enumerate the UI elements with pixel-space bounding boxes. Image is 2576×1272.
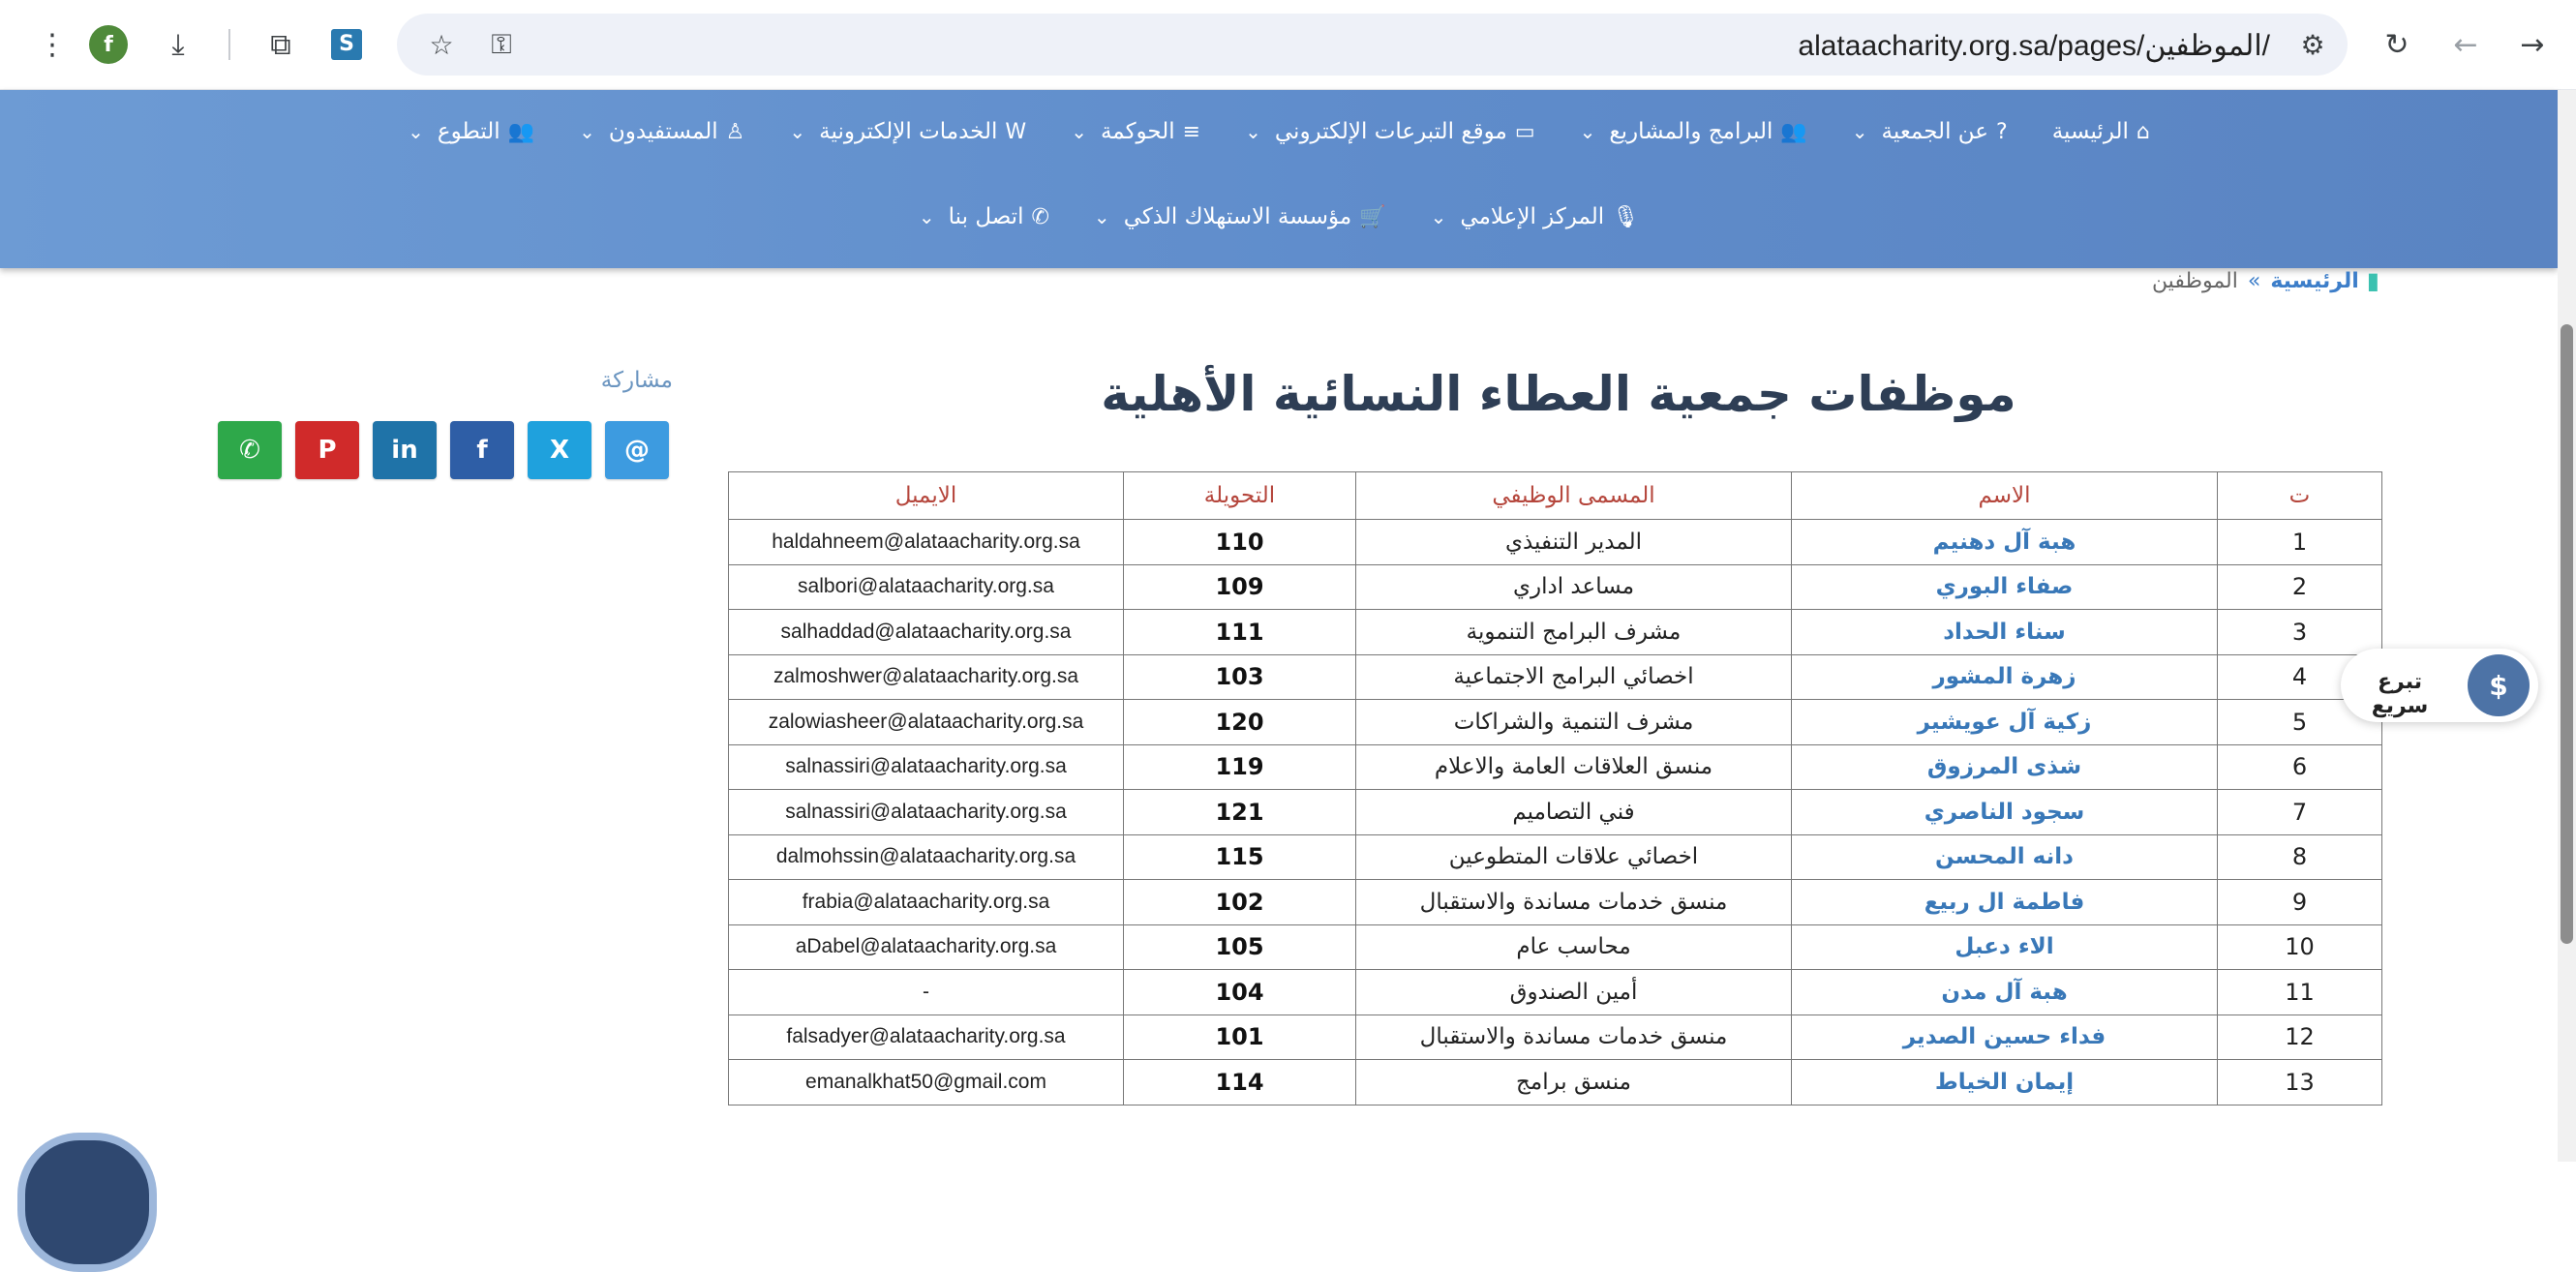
employee-number: 2 bbox=[2218, 564, 2382, 610]
extension-s-icon[interactable]: S bbox=[323, 21, 370, 68]
employees-table bbox=[728, 471, 2382, 1105]
profile-avatar[interactable]: f bbox=[89, 25, 128, 64]
employee-job-title: محاسب عام bbox=[1356, 924, 1792, 970]
employee-name[interactable]: إيمان الخياط bbox=[1792, 1060, 2218, 1105]
column-header-email: الايميل bbox=[729, 472, 1124, 520]
linkedin-icon: in bbox=[391, 436, 418, 465]
employee-job-title: اخصائي البرامج الاجتماعية bbox=[1356, 654, 1792, 700]
forward-icon[interactable]: → bbox=[2520, 27, 2545, 62]
employee-extension: 114 bbox=[1124, 1060, 1356, 1105]
employee-job-title: مشرف البرامج التنموية bbox=[1356, 610, 1792, 655]
employee-email: haldahneem@alataacharity.org.sa bbox=[729, 520, 1124, 565]
employee-name[interactable]: زهرة المشور bbox=[1792, 654, 2218, 700]
credit-card-icon: ▭ bbox=[1514, 119, 1535, 144]
phone-icon: ✆ bbox=[1031, 204, 1049, 229]
question-icon: ? bbox=[1996, 119, 2008, 144]
email-share-button[interactable] bbox=[605, 421, 669, 479]
quick-donate-label: تبرع سريع bbox=[2371, 670, 2429, 718]
employee-number: 6 bbox=[2218, 744, 2382, 790]
chevron-down-icon[interactable]: ⌄ bbox=[1851, 120, 1868, 143]
facebook-share-button[interactable] bbox=[450, 421, 514, 479]
nav-item-label: الحوكمة bbox=[1100, 119, 1175, 144]
employee-number: 11 bbox=[2218, 970, 2382, 1015]
employee-email: salbori@alataacharity.org.sa bbox=[729, 564, 1124, 610]
download-icon[interactable]: ⤓ bbox=[171, 27, 185, 62]
chevron-down-icon[interactable]: ⌄ bbox=[1430, 205, 1447, 228]
nav-item-label: الخدمات الإلكترونية bbox=[819, 119, 998, 144]
employee-job-title: أمين الصندوق bbox=[1356, 970, 1792, 1015]
nav-item-label: المستفيدون bbox=[608, 119, 718, 144]
share-buttons bbox=[218, 421, 682, 479]
employee-number: 8 bbox=[2218, 834, 2382, 880]
extensions-icon[interactable]: ⧉ bbox=[270, 27, 291, 62]
employee-extension: 110 bbox=[1124, 520, 1356, 565]
linkedin-share-button[interactable] bbox=[373, 421, 437, 479]
column-header-name: الاسم bbox=[1792, 472, 2218, 520]
reload-icon[interactable]: ↻ bbox=[2384, 27, 2409, 62]
nav-item-label: مؤسسة الاستهلاك الذكي bbox=[1123, 204, 1352, 229]
chevron-down-icon[interactable]: ⌄ bbox=[789, 120, 806, 143]
employee-email: dalmohssin@alataacharity.org.sa bbox=[729, 834, 1124, 880]
employee-extension: 101 bbox=[1124, 1015, 1356, 1060]
employee-number: 1 bbox=[2218, 520, 2382, 565]
user-icon: ♙ bbox=[725, 119, 745, 144]
column-header-number: ت bbox=[2218, 472, 2382, 520]
nav-item-row1-7[interactable] bbox=[408, 119, 534, 144]
main-navigation bbox=[0, 90, 2558, 268]
employee-email: emanalkhat50@gmail.com bbox=[729, 1060, 1124, 1105]
chevron-down-icon[interactable]: ⌄ bbox=[1093, 205, 1110, 228]
cart-icon: 🛒 bbox=[1359, 204, 1386, 229]
nav-item-row2-0[interactable] bbox=[1431, 204, 1639, 229]
quick-donate-button[interactable] bbox=[2341, 649, 2538, 722]
employee-email: salnassiri@alataacharity.org.sa bbox=[729, 790, 1124, 835]
employee-name[interactable]: الاء دعبل bbox=[1792, 924, 2218, 970]
site-settings-icon[interactable]: ⚙ bbox=[2300, 28, 2325, 61]
nav-item-label: التطوع bbox=[437, 119, 500, 144]
x-share-button[interactable] bbox=[528, 421, 591, 479]
nav-item-label: موقع التبرعات الإلكتروني bbox=[1274, 119, 1507, 144]
nav-item-label: عن الجمعية bbox=[1881, 119, 1988, 144]
employee-email: - bbox=[729, 970, 1124, 1015]
employee-extension: 115 bbox=[1124, 834, 1356, 880]
employee-extension: 120 bbox=[1124, 700, 1356, 745]
table-row bbox=[729, 654, 2382, 700]
nav-item-row1-0[interactable] bbox=[2052, 119, 2150, 144]
employee-email: aDabel@alataacharity.org.sa bbox=[729, 924, 1124, 970]
table-row bbox=[729, 1060, 2382, 1105]
table-row bbox=[729, 520, 2382, 565]
page-title: موظفات جمعية العطاء النسائية الأهلية bbox=[1101, 366, 2016, 422]
employee-number: 9 bbox=[2218, 880, 2382, 925]
users-icon: 👥 bbox=[507, 119, 535, 144]
address-bar[interactable] bbox=[397, 14, 2348, 76]
back-icon[interactable]: ← bbox=[2453, 27, 2478, 62]
employee-name[interactable]: زكية آل عويشير bbox=[1792, 700, 2218, 745]
employee-number: 13 bbox=[2218, 1060, 2382, 1105]
employee-email: salhaddad@alataacharity.org.sa bbox=[729, 610, 1124, 655]
nav-row-secondary bbox=[0, 204, 2558, 229]
table-row bbox=[729, 700, 2382, 745]
employee-extension: 102 bbox=[1124, 880, 1356, 925]
whatsapp-icon: ✆ bbox=[239, 436, 260, 465]
table-header-row bbox=[729, 472, 2382, 520]
employee-job-title: منسق خدمات مساندة والاستقبال bbox=[1356, 1015, 1792, 1060]
employee-email: zalowiasheer@alataacharity.org.sa bbox=[729, 700, 1124, 745]
table-row bbox=[729, 834, 2382, 880]
pinterest-icon: P bbox=[318, 436, 337, 465]
breadcrumb-home-link[interactable]: الرئيسية bbox=[2270, 268, 2359, 293]
employee-extension: 103 bbox=[1124, 654, 1356, 700]
nav-item-row1-2[interactable] bbox=[1580, 119, 1807, 144]
x-icon: X bbox=[549, 436, 570, 465]
list-icon: ≡ bbox=[1182, 119, 1201, 144]
chevron-down-icon[interactable]: ⌄ bbox=[1245, 120, 1261, 143]
employee-number: 4 bbox=[2218, 654, 2382, 700]
employee-job-title: مشرف التنمية والشراكات bbox=[1356, 700, 1792, 745]
employee-job-title: منسق العلاقات العامة والاعلام bbox=[1356, 744, 1792, 790]
nav-item-label: اتصل بنا bbox=[948, 204, 1024, 229]
employee-job-title: المدير التنفيذي bbox=[1356, 520, 1792, 565]
password-key-icon[interactable]: ⚿ bbox=[491, 28, 512, 60]
chevron-down-icon[interactable]: ⌄ bbox=[918, 205, 935, 228]
employee-job-title: منسق برامج bbox=[1356, 1060, 1792, 1105]
employee-number: 5 bbox=[2218, 700, 2382, 745]
employee-name[interactable]: فاطمة ال ربيع bbox=[1792, 880, 2218, 925]
table-row bbox=[729, 610, 2382, 655]
bookmark-star-icon[interactable]: ☆ bbox=[429, 28, 454, 61]
employee-name[interactable]: سجود الناصري bbox=[1792, 790, 2218, 835]
nav-item-row1-5[interactable] bbox=[789, 119, 1026, 144]
employee-name[interactable]: دانه المحسن bbox=[1792, 834, 2218, 880]
employee-name[interactable]: فداء حسين الصدير bbox=[1792, 1015, 2218, 1060]
email-icon: @ bbox=[624, 436, 650, 465]
employee-name[interactable]: هبة آل دهنيم bbox=[1792, 520, 2218, 565]
table-row bbox=[729, 880, 2382, 925]
nav-row-primary bbox=[0, 119, 2558, 144]
employee-job-title: منسق خدمات مساندة والاستقبال bbox=[1356, 880, 1792, 925]
nav-item-label: البرامج والمشاريع bbox=[1609, 119, 1773, 144]
employee-job-title: اخصائي علاقات المتطوعين bbox=[1356, 834, 1792, 880]
scrollbar-thumb[interactable] bbox=[2561, 324, 2573, 944]
breadcrumb-separator: » bbox=[2247, 268, 2261, 293]
table-row bbox=[729, 1015, 2382, 1060]
chevron-down-icon[interactable]: ⌄ bbox=[1579, 120, 1596, 143]
column-header-job-title: المسمى الوظيفي bbox=[1356, 472, 1792, 520]
column-header-extension: التحويلة bbox=[1124, 472, 1356, 520]
home-icon: ⌂ bbox=[2136, 119, 2150, 144]
chevron-down-icon[interactable]: ⌄ bbox=[579, 120, 595, 143]
employee-email: frabia@alataacharity.org.sa bbox=[729, 880, 1124, 925]
nav-item-row1-1[interactable] bbox=[1852, 119, 2008, 144]
nav-item-label: المركز الإعلامي bbox=[1460, 204, 1605, 229]
wikipedia-icon: W bbox=[1005, 119, 1027, 144]
employee-number: 10 bbox=[2218, 924, 2382, 970]
employee-extension: 109 bbox=[1124, 564, 1356, 610]
employee-number: 12 bbox=[2218, 1015, 2382, 1060]
employee-name[interactable]: هبة آل مدن bbox=[1792, 970, 2218, 1015]
table-row bbox=[729, 970, 2382, 1015]
employee-extension: 105 bbox=[1124, 924, 1356, 970]
nav-item-label: الرئيسية bbox=[2051, 119, 2129, 144]
table-row bbox=[729, 744, 2382, 790]
chevron-down-icon[interactable]: ⌄ bbox=[1071, 120, 1087, 143]
pinterest-share-button[interactable] bbox=[295, 421, 359, 479]
employee-extension: 119 bbox=[1124, 744, 1356, 790]
bookmark-icon: ▮ bbox=[2366, 267, 2379, 294]
breadcrumb bbox=[2152, 267, 2379, 294]
donate-hand-icon: $ bbox=[2468, 654, 2530, 716]
employee-email: falsadyer@alataacharity.org.sa bbox=[729, 1015, 1124, 1060]
share-label: مشاركة bbox=[600, 368, 673, 393]
employee-extension: 111 bbox=[1124, 610, 1356, 655]
toolbar-divider bbox=[228, 29, 230, 60]
nav-item-row2-2[interactable] bbox=[919, 204, 1049, 229]
whatsapp-share-button[interactable] bbox=[218, 421, 282, 479]
table-row bbox=[729, 924, 2382, 970]
floating-action-button[interactable] bbox=[17, 1133, 157, 1272]
employee-job-title: مساعد اداري bbox=[1356, 564, 1792, 610]
employee-name[interactable]: سناء الحداد bbox=[1792, 610, 2218, 655]
facebook-icon: f bbox=[476, 436, 488, 465]
microphone-icon: 🎙 bbox=[1612, 204, 1640, 229]
employee-extension: 104 bbox=[1124, 970, 1356, 1015]
more-menu-icon[interactable]: ⋮ bbox=[38, 27, 67, 62]
nav-item-row1-3[interactable] bbox=[1245, 119, 1535, 144]
users-icon: 👥 bbox=[1780, 119, 1807, 144]
chevron-down-icon[interactable]: ⌄ bbox=[408, 120, 424, 143]
nav-item-row2-1[interactable] bbox=[1094, 204, 1386, 229]
breadcrumb-current: الموظفين bbox=[2151, 268, 2238, 293]
table-row bbox=[729, 564, 2382, 610]
nav-item-row1-4[interactable] bbox=[1071, 119, 1200, 144]
employee-job-title: فني التصاميم bbox=[1356, 790, 1792, 835]
employee-extension: 121 bbox=[1124, 790, 1356, 835]
employee-email: salnassiri@alataacharity.org.sa bbox=[729, 744, 1124, 790]
browser-toolbar bbox=[0, 0, 2576, 90]
table-row bbox=[729, 790, 2382, 835]
employee-number: 7 bbox=[2218, 790, 2382, 835]
employee-name[interactable]: شذى المرزوق bbox=[1792, 744, 2218, 790]
employee-email: zalmoshwer@alataacharity.org.sa bbox=[729, 654, 1124, 700]
employee-name[interactable]: صفاء البوري bbox=[1792, 564, 2218, 610]
url-text[interactable]: alataacharity.org.sa/pages/الموظفين/ bbox=[1798, 30, 2270, 62]
nav-item-row1-6[interactable] bbox=[579, 119, 744, 144]
employee-number: 3 bbox=[2218, 610, 2382, 655]
